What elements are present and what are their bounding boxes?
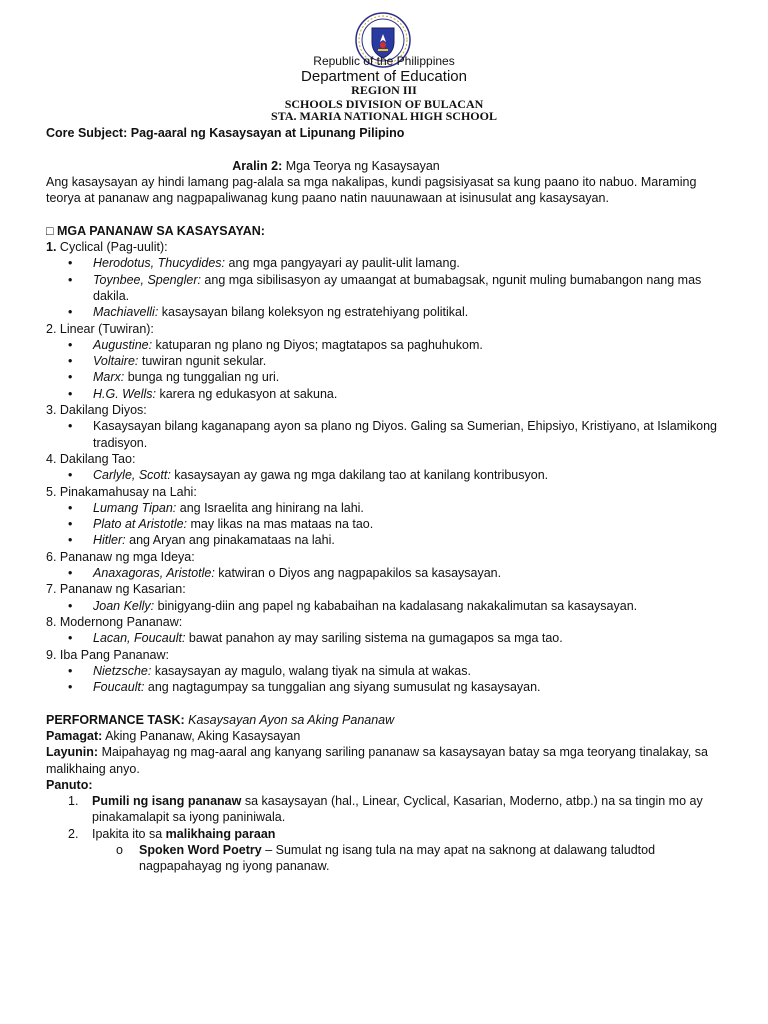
list-item: • Augustine: katuparan ng plano ng Diyos; magtatapos sa paghuhukom. (46, 337, 736, 353)
department-title: Department of Education (301, 68, 467, 85)
intro-line-2: teorya at pananaw ang nagpapaliwanag kung paano natin nauunawaan at isinusulat ang kasaysayan. (46, 191, 609, 206)
republic-line: Republic of the Philippines (313, 54, 455, 68)
task-sub-item-continuation: nagpapahayag ng iyong pananaw. (139, 859, 330, 874)
list-item: • Marx: bunga ng tunggalian ng uri. (46, 369, 736, 385)
list-item: • Plato at Aristotle: may likas na mas mataas na tao. (46, 516, 736, 532)
view-7-title: 7. Pananaw ng Kasarian: (46, 582, 186, 597)
lesson-label: Aralin 2: (232, 158, 283, 173)
list-item: • Kasaysayan bilang kaganapang ayon sa plano ng Diyos. Galing sa Sumerian, Ehipsiyo, Kristiyano, at Islamikong (46, 418, 736, 434)
performance-task-title: PERFORMANCE TASK: Kasaysayan Ayon sa Aking Pananaw (46, 712, 395, 727)
view-5-title: 5. Pinakamahusay na Lahi: (46, 484, 197, 499)
list-item: • Toynbee, Spengler: ang mga sibilisasyon ay umaangat at bumabagsak, ngunit muling bumabangon nang mas (46, 272, 736, 288)
lesson-title (46, 158, 736, 174)
task-sub-item: o Spoken Word Poetry – Sumulat ng isang tula na may apat na saknong at dalawang taludtod (116, 843, 656, 858)
list-item: • Carlyle, Scott: kasaysayan ay gawa ng mga dakilang tao at kanilang kontribusyon. (46, 467, 736, 483)
division-line: SCHOOLS DIVISION OF BULACAN (284, 97, 484, 111)
list-item: • Hitler: ang Aryan ang pinakamataas na lahi. (46, 532, 736, 548)
view-3-title: 3. Dakilang Diyos: (46, 403, 147, 418)
view-4-title: 4. Dakilang Tao: (46, 451, 136, 466)
list-item: • Herodotus, Thucydides: ang mga pangyayari ay paulit-ulit lamang. (46, 255, 736, 271)
list-item-continuation: dakila. (93, 288, 130, 303)
intro-line-1: Ang kasaysayan ay hindi lamang pag-alala sa mga nakalipas, kundi pagsisiyasat sa kung paano ito nabuo. Maraming (46, 174, 697, 189)
view-8-title: 8. Modernong Pananaw: (46, 614, 183, 629)
list-item: • Lacan, Foucault: bawat panahon ay may sariling sistema na gumagapos sa mga tao. (46, 630, 736, 646)
document-body (46, 125, 736, 875)
school-line: STA. MARIA NATIONAL HIGH SCHOOL (271, 109, 497, 123)
region-line: REGION III (351, 83, 417, 97)
view-9-title: 9. Iba Pang Pananaw: (46, 647, 170, 662)
list-item: • Machiavelli: kasaysayan bilang koleksyon ng estratehiyang politikal. (46, 304, 736, 320)
list-item: • Anaxagoras, Aristotle: katwiran o Diyos ang nagpapakilos sa kasaysayan. (46, 565, 736, 581)
view-2-title: 2. Linear (Tuwiran): (46, 321, 154, 336)
list-item: • Voltaire: tuwiran ngunit sekular. (46, 353, 736, 369)
list-item: • H.G. Wells: karera ng edukasyon at sakuna. (46, 386, 736, 402)
view-6-title: 6. Pananaw ng mga Ideya: (46, 549, 195, 564)
lesson-name: Mga Teorya ng Kasaysayan (282, 158, 440, 173)
view-1-title: 1. Cyclical (Pag-uulit): (46, 240, 168, 255)
pamagat-line: Pamagat: Aking Pananaw, Aking Kasaysayan (46, 728, 301, 743)
task-step-1-continuation: pinakamalapit sa iyong paniniwala. (92, 810, 286, 825)
task-step-2: 2. Ipakita ito sa malikhaing paraan (68, 826, 276, 841)
list-item: • Nietzsche: kasaysayan ay magulo, walang tiyak na simula at wakas. (46, 663, 736, 679)
list-item: • Lumang Tipan: ang Israelita ang hinirang na lahi. (46, 500, 736, 516)
task-step-1: 1. Pumili ng isang pananaw sa kasaysayan (hal., Linear, Cyclical, Kasarian, Moderno, atbp.) na sa tingin mo ay (68, 794, 703, 809)
section-heading: □ MGA PANANAW SA KASAYSAYAN: (46, 223, 265, 238)
layunin-line-1: Layunin: Maipahayag ng mag-aaral ang kanyang sariling pananaw sa kasaysayan batay sa mga teoryang tinalakay, sa (46, 745, 708, 760)
layunin-line-2: malikhaing anyo. (46, 761, 140, 776)
panuto-label: Panuto: (46, 777, 93, 792)
list-item-continuation: tradisyon. (93, 435, 148, 450)
core-subject: Core Subject: Pag-aaral ng Kasaysayan at Lipunang Pilipino (46, 126, 405, 140)
list-item: • Joan Kelly: binigyang-diin ang papel ng kababaihan na kadalasang nakakalimutan sa kasaysayan. (46, 598, 736, 614)
list-item: • Foucault: ang nagtagumpay sa tunggalian ang siyang sumusulat ng kasaysayan. (46, 679, 736, 695)
